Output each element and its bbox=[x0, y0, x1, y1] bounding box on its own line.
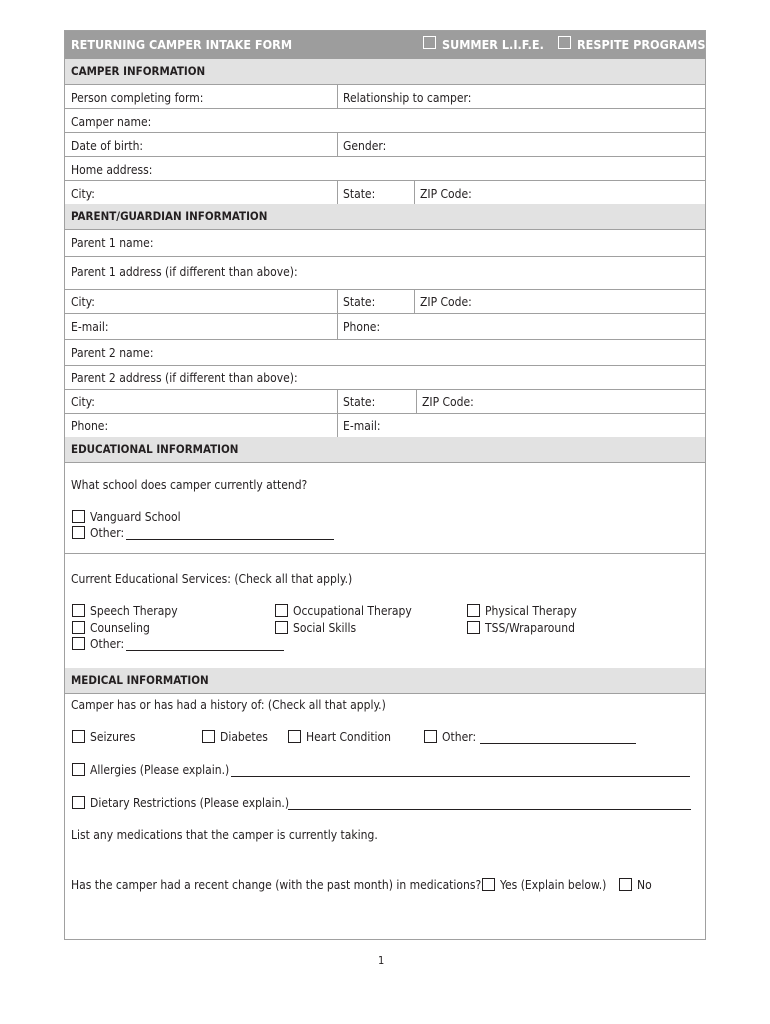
social-skills-checkbox[interactable] bbox=[275, 621, 288, 634]
medical-section-title: MEDICAL INFORMATION bbox=[71, 673, 209, 687]
form-title-bar bbox=[65, 31, 705, 59]
other-school-input-line[interactable] bbox=[126, 539, 334, 540]
camper-section-title: CAMPER INFORMATION bbox=[71, 64, 206, 78]
divider bbox=[65, 229, 705, 230]
divider bbox=[65, 108, 705, 109]
other-school-checkbox[interactable] bbox=[72, 526, 85, 539]
counseling-label: Counseling bbox=[90, 621, 150, 635]
medication-change-question: Has the camper had a recent change (with the past month) in medications? bbox=[71, 878, 482, 892]
parent2-zip-field[interactable]: ZIP Code: bbox=[422, 395, 474, 409]
zip-field[interactable]: ZIP Code: bbox=[420, 187, 472, 201]
divider bbox=[65, 313, 705, 314]
gender-field[interactable]: Gender: bbox=[343, 139, 387, 153]
medication-change-no-checkbox[interactable] bbox=[619, 878, 632, 891]
divider bbox=[65, 339, 705, 340]
divider bbox=[65, 132, 705, 133]
medication-change-yes-label: Yes (Explain below.) bbox=[500, 878, 607, 892]
state-field[interactable]: State: bbox=[343, 187, 376, 201]
divider bbox=[65, 413, 705, 414]
parent1-name-field[interactable]: Parent 1 name: bbox=[71, 236, 154, 250]
divider bbox=[337, 84, 338, 108]
divider bbox=[337, 389, 338, 413]
divider bbox=[65, 389, 705, 390]
other-service-label: Other: bbox=[90, 637, 125, 651]
intake-form bbox=[64, 30, 706, 940]
speech-therapy-checkbox[interactable] bbox=[72, 604, 85, 617]
other-condition-input-line[interactable] bbox=[480, 743, 636, 744]
other-service-input-line[interactable] bbox=[126, 650, 284, 651]
dietary-restrictions-input-line[interactable] bbox=[288, 809, 691, 810]
respite-programs-checkbox[interactable] bbox=[558, 36, 571, 49]
parent1-city-field[interactable]: City: bbox=[71, 295, 95, 309]
services-question: Current Educational Services: (Check all that apply.) bbox=[71, 572, 353, 586]
dietary-restrictions-checkbox[interactable] bbox=[72, 796, 85, 809]
seizures-checkbox[interactable] bbox=[72, 730, 85, 743]
education-section-header bbox=[65, 437, 705, 462]
relationship-field[interactable]: Relationship to camper: bbox=[343, 91, 472, 105]
other-service-checkbox[interactable] bbox=[72, 637, 85, 650]
divider bbox=[65, 553, 705, 554]
vanguard-school-label: Vanguard School bbox=[90, 510, 181, 524]
divider bbox=[337, 313, 338, 339]
divider bbox=[65, 289, 705, 290]
parent2-city-field[interactable]: City: bbox=[71, 395, 95, 409]
tss-wraparound-checkbox[interactable] bbox=[467, 621, 480, 634]
parent2-name-field[interactable]: Parent 2 name: bbox=[71, 346, 154, 360]
parent2-state-field[interactable]: State: bbox=[343, 395, 376, 409]
medication-change-no-label: No bbox=[637, 878, 652, 892]
diabetes-label: Diabetes bbox=[220, 730, 268, 744]
occupational-therapy-checkbox[interactable] bbox=[275, 604, 288, 617]
parent2-phone-field[interactable]: Phone: bbox=[71, 419, 109, 433]
seizures-label: Seizures bbox=[90, 730, 136, 744]
divider bbox=[65, 84, 705, 85]
physical-therapy-label: Physical Therapy bbox=[485, 604, 577, 618]
divider bbox=[65, 180, 705, 181]
parent1-phone-field[interactable]: Phone: bbox=[343, 320, 381, 334]
parent1-zip-field[interactable]: ZIP Code: bbox=[420, 295, 472, 309]
divider bbox=[337, 413, 338, 437]
divider bbox=[337, 132, 338, 156]
divider bbox=[337, 180, 338, 204]
divider bbox=[65, 156, 705, 157]
summer-life-label: SUMMER L.I.F.E. bbox=[442, 37, 544, 52]
divider bbox=[414, 180, 415, 204]
respite-programs-label: RESPITE PROGRAMS bbox=[577, 37, 706, 52]
city-field[interactable]: City: bbox=[71, 187, 95, 201]
heart-condition-checkbox[interactable] bbox=[288, 730, 301, 743]
medical-history-question: Camper has or has had a history of: (Check all that apply.) bbox=[71, 698, 386, 712]
home-address-field[interactable]: Home address: bbox=[71, 163, 153, 177]
education-section-title: EDUCATIONAL INFORMATION bbox=[71, 442, 239, 456]
summer-life-checkbox[interactable] bbox=[423, 36, 436, 49]
divider bbox=[416, 389, 417, 413]
allergies-input-line[interactable] bbox=[231, 776, 690, 777]
camper-name-field[interactable]: Camper name: bbox=[71, 115, 152, 129]
divider bbox=[414, 289, 415, 313]
physical-therapy-checkbox[interactable] bbox=[467, 604, 480, 617]
counseling-checkbox[interactable] bbox=[72, 621, 85, 634]
heart-condition-label: Heart Condition bbox=[306, 730, 391, 744]
occupational-therapy-label: Occupational Therapy bbox=[293, 604, 412, 618]
person-completing-field[interactable]: Person completing form: bbox=[71, 91, 204, 105]
parent2-email-field[interactable]: E-mail: bbox=[343, 419, 381, 433]
parent-section-header bbox=[65, 204, 705, 229]
divider bbox=[65, 256, 705, 257]
allergies-checkbox[interactable] bbox=[72, 763, 85, 776]
page-number: 1 bbox=[378, 954, 385, 967]
medications-question: List any medications that the camper is currently taking. bbox=[71, 828, 378, 842]
parent-section-title: PARENT/GUARDIAN INFORMATION bbox=[71, 209, 268, 223]
divider bbox=[65, 462, 705, 463]
dietary-restrictions-label: Dietary Restrictions (Please explain.) bbox=[90, 796, 290, 810]
social-skills-label: Social Skills bbox=[293, 621, 357, 635]
vanguard-school-checkbox[interactable] bbox=[72, 510, 85, 523]
divider bbox=[337, 289, 338, 313]
divider bbox=[65, 365, 705, 366]
parent1-email-field[interactable]: E-mail: bbox=[71, 320, 109, 334]
school-question: What school does camper currently attend? bbox=[71, 478, 308, 492]
other-school-label: Other: bbox=[90, 526, 125, 540]
form-title: RETURNING CAMPER INTAKE FORM bbox=[71, 37, 293, 52]
dob-field[interactable]: Date of birth: bbox=[71, 139, 144, 153]
allergies-label: Allergies (Please explain.) bbox=[90, 763, 230, 777]
parent2-address-field[interactable]: Parent 2 address (if different than above): bbox=[71, 371, 298, 385]
diabetes-checkbox[interactable] bbox=[202, 730, 215, 743]
divider bbox=[65, 693, 705, 694]
parent1-state-field[interactable]: State: bbox=[343, 295, 376, 309]
medication-change-yes-checkbox[interactable] bbox=[482, 878, 495, 891]
other-condition-label: Other: bbox=[442, 730, 477, 744]
medical-section-header bbox=[65, 668, 705, 693]
parent1-address-field[interactable]: Parent 1 address (if different than above): bbox=[71, 265, 298, 279]
speech-therapy-label: Speech Therapy bbox=[90, 604, 178, 618]
tss-wraparound-label: TSS/Wraparound bbox=[485, 621, 575, 635]
other-condition-checkbox[interactable] bbox=[424, 730, 437, 743]
camper-section-header bbox=[65, 59, 705, 84]
